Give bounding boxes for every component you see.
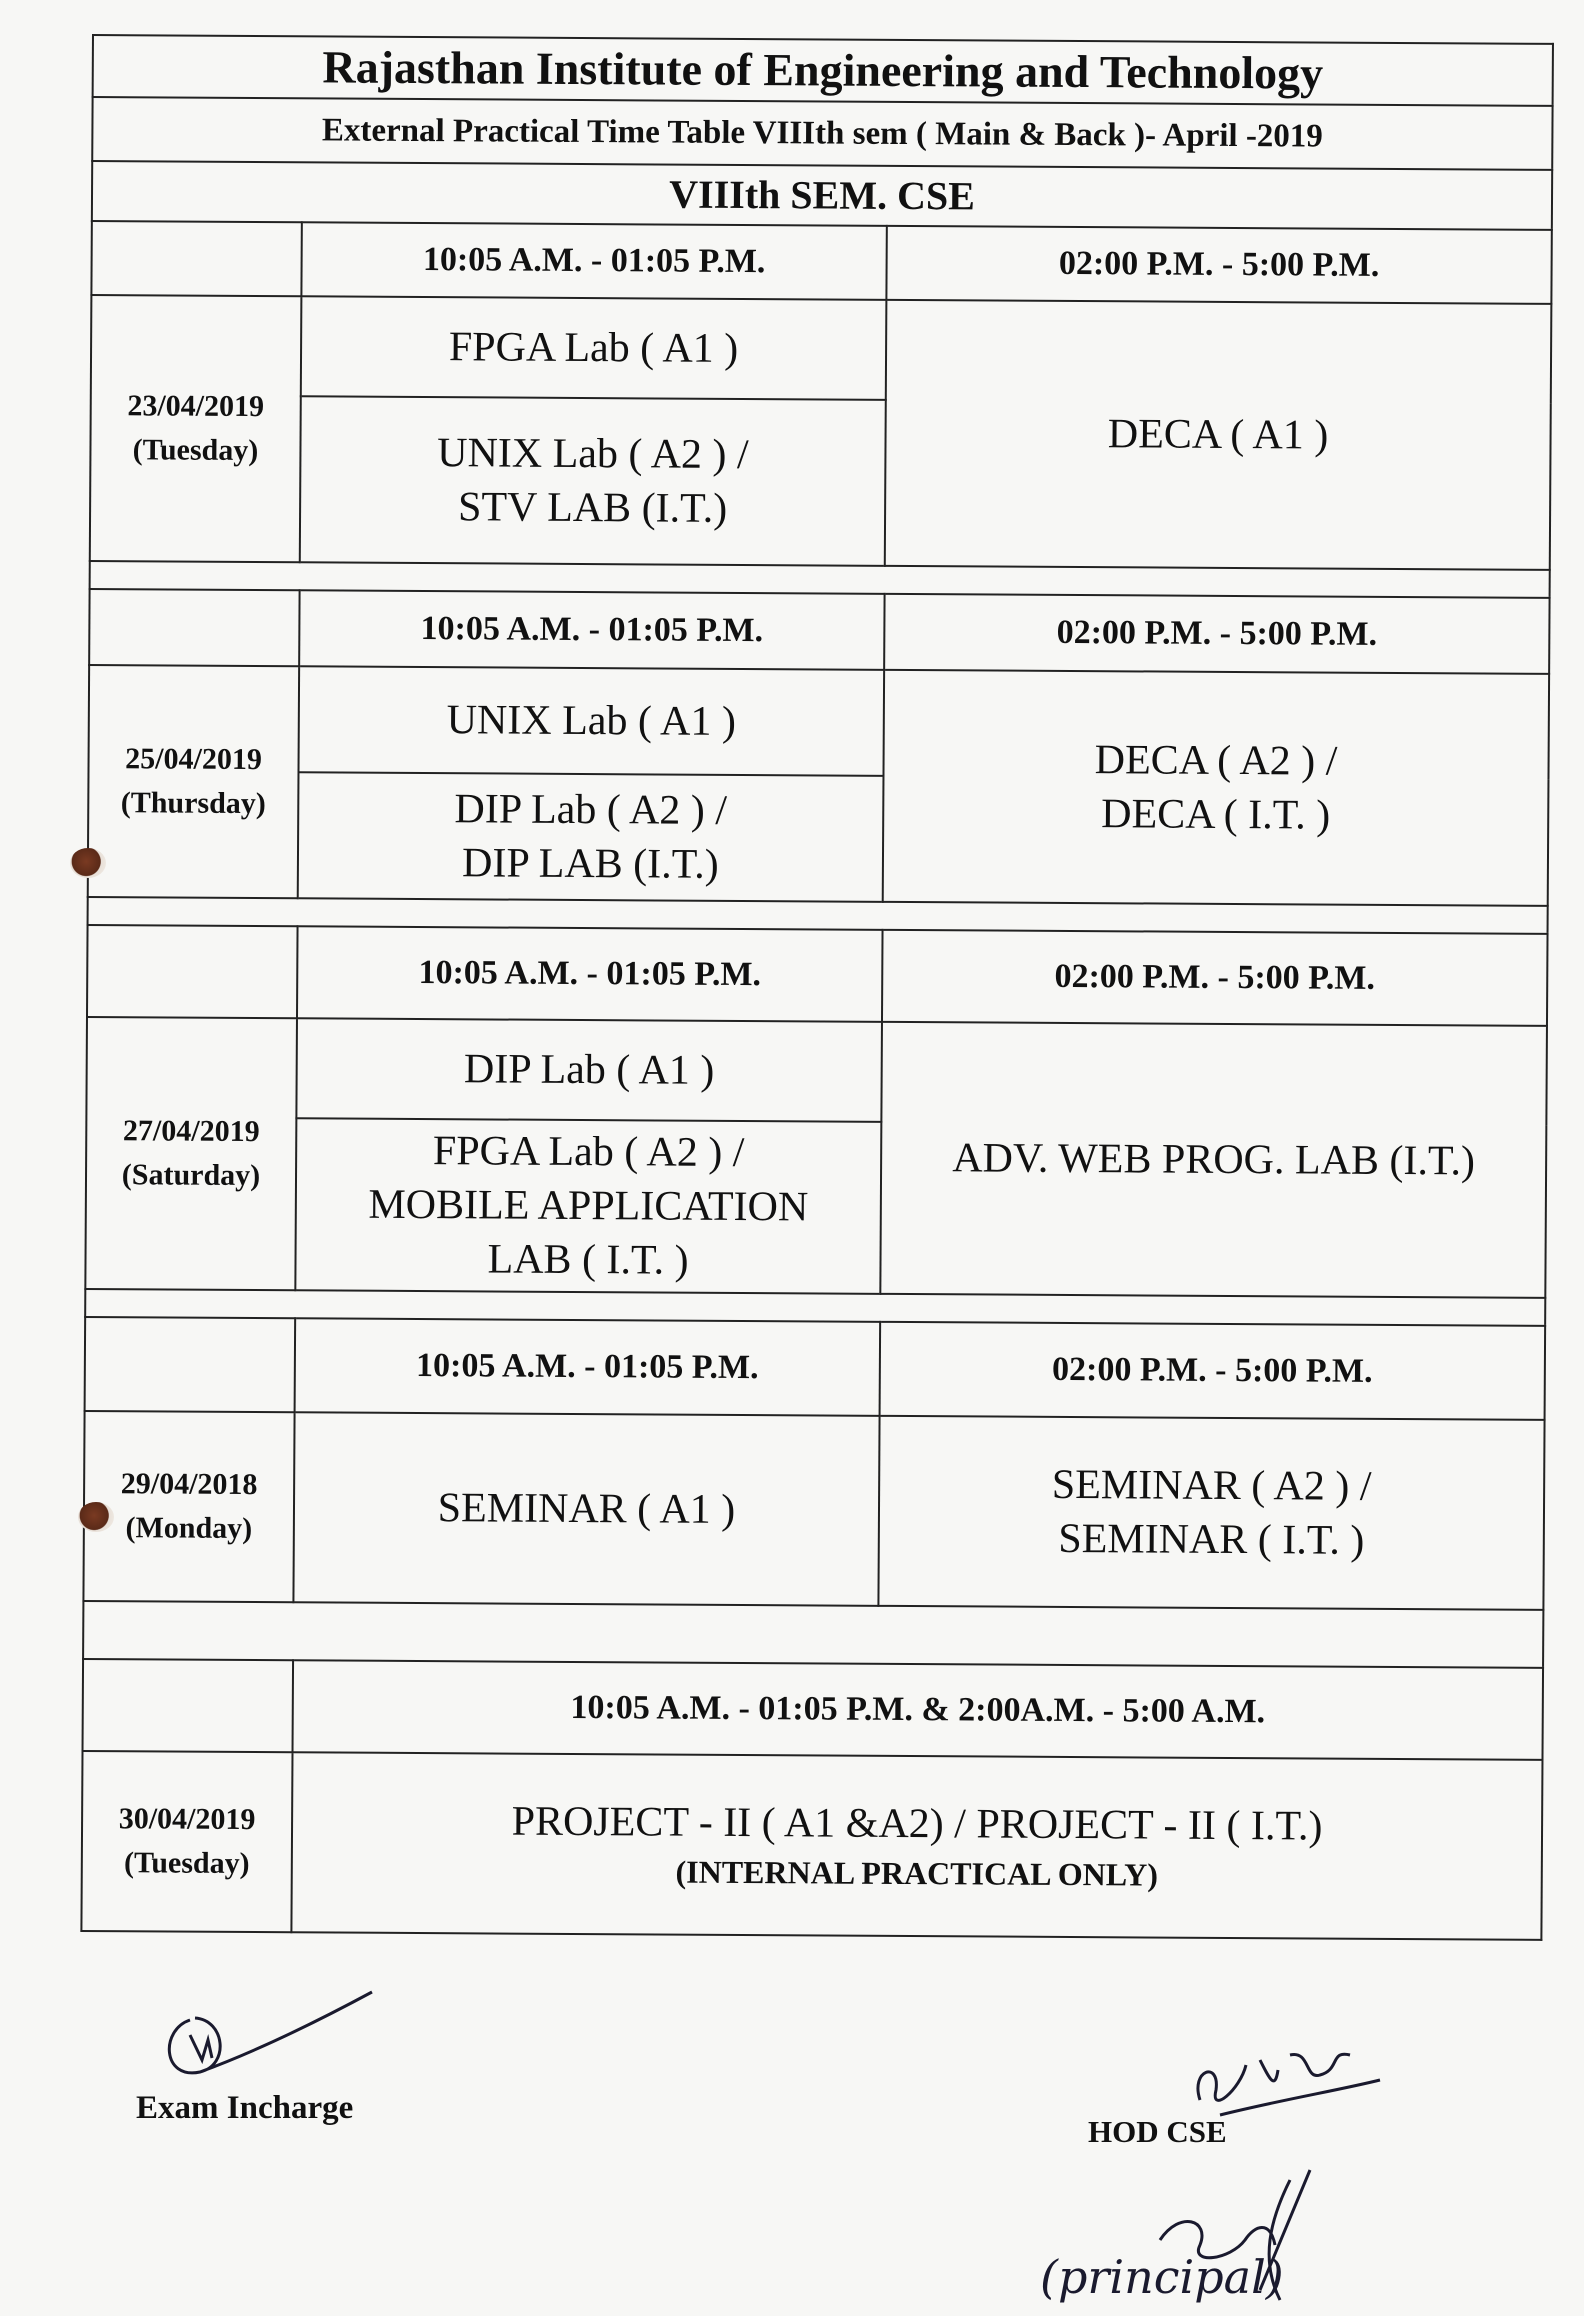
morning-lab: [293, 1412, 879, 1606]
lab-line: DECA ( A2 ) /: [1094, 737, 1338, 785]
morning-lab: [300, 396, 886, 566]
lab-line: SEMINAR ( A2 ) /: [1051, 1461, 1372, 1510]
lab-line: STV LAB (I.T.): [457, 484, 728, 532]
afternoon-slot-header: 02:00 P.M. - 5:00 P.M.: [880, 1322, 1546, 1420]
weekday: (Tuesday): [132, 433, 259, 468]
day-block-5: [80, 1658, 1544, 1941]
morning-slot-header: 10:05 A.M. - 01:05 P.M.: [301, 222, 886, 300]
afternoon-lab: [883, 670, 1549, 906]
lab-line: SEMINAR ( A1 ): [437, 1485, 736, 1533]
project-cell: [291, 1752, 1542, 1940]
date: 27/04/2019: [122, 1114, 260, 1149]
lab-line: MOBILE APPLICATION: [368, 1181, 809, 1231]
semester-heading: VIIIth SEM. CSE: [91, 160, 1553, 229]
morning-slot-header: 10:05 A.M. - 01:05 P.M.: [297, 926, 883, 1022]
punch-hole-mark: [78, 1502, 114, 1532]
day-block-2: [87, 588, 1551, 907]
lab-line: DECA ( I.T. ): [1101, 791, 1331, 839]
institute-title: Rajasthan Institute of Engineering and Technology: [92, 34, 1554, 105]
lab-line: FPGA Lab ( A1 ): [448, 324, 739, 372]
date: 30/04/2019: [118, 1802, 256, 1837]
blank-cell: [83, 1659, 294, 1752]
morning-lab: [298, 772, 884, 902]
exam-incharge-signature-icon: [150, 1980, 380, 2090]
afternoon-slot-header: 02:00 P.M. - 5:00 P.M.: [886, 226, 1551, 304]
afternoon-slot-header: 02:00 P.M. - 5:00 P.M.: [884, 594, 1549, 674]
blank-cell: [91, 221, 301, 296]
weekday: (Monday): [125, 1511, 253, 1546]
lab-line: UNIX Lab ( A2 ) /: [437, 430, 749, 479]
lab-line: LAB ( I.T. ): [487, 1236, 689, 1284]
lab-line: DIP Lab ( A1 ): [463, 1046, 715, 1094]
lab-line: UNIX Lab ( A1 ): [446, 697, 737, 745]
lab-line: FPGA Lab ( A2 ) /: [432, 1128, 745, 1177]
afternoon-lab: [885, 300, 1552, 570]
exam-incharge-label: Exam Incharge: [136, 2090, 354, 2126]
lab-line: DIP Lab ( A2 ) /: [454, 786, 728, 834]
weekday: (Saturday): [121, 1158, 261, 1193]
project-subject: PROJECT - II ( A1 &A2) / PROJECT - II ( I.T.): [511, 1798, 1323, 1850]
timetable-subtitle: External Practical Time Table VIIIth sem ( Main & Back )- April -2019: [91, 96, 1553, 169]
date: 29/04/2018: [120, 1467, 258, 1502]
row-separator: [82, 1602, 1544, 1667]
morning-slot-header: 10:05 A.M. - 01:05 P.M.: [295, 1318, 881, 1416]
blank-cell: [85, 1317, 296, 1412]
weekday: (Thursday): [120, 786, 266, 821]
morning-lab: [298, 666, 884, 776]
full-day-slot-header: 10:05 A.M. - 01:05 P.M. & 2:00A.M. - 5:00 A.M.: [293, 1660, 1544, 1760]
blank-cell: [89, 589, 299, 666]
hod-label: HOD CSE: [1088, 2114, 1227, 2149]
lab-line: DECA ( A1 ): [1107, 411, 1329, 459]
morning-lab: [295, 1118, 881, 1294]
date-cell: [88, 665, 299, 898]
timetable-sheet: [80, 34, 1554, 1941]
morning-lab: [301, 296, 887, 400]
afternoon-lab: [878, 1416, 1544, 1610]
date-cell: [90, 295, 302, 562]
date: 23/04/2019: [127, 389, 265, 424]
afternoon-lab: [880, 1022, 1547, 1298]
day-block-4: [82, 1316, 1546, 1611]
internal-practical-note: (INTERNAL PRACTICAL ONLY): [675, 1853, 1159, 1893]
lab-line: DIP LAB (I.T.): [461, 840, 719, 888]
date-cell: [83, 1411, 294, 1602]
blank-cell: [87, 925, 298, 1018]
afternoon-slot-header: 02:00 P.M. - 5:00 P.M.: [882, 930, 1548, 1026]
morning-lab: [296, 1018, 882, 1122]
date-cell: [81, 1751, 292, 1932]
lab-line: SEMINAR ( I.T. ): [1058, 1515, 1365, 1564]
punch-hole-mark: [70, 848, 106, 878]
day-block-3: [84, 924, 1548, 1299]
weekday: (Tuesday): [123, 1846, 250, 1880]
day-block-1: [89, 220, 1553, 571]
morning-slot-header: 10:05 A.M. - 01:05 P.M.: [299, 590, 884, 670]
date-cell: [85, 1017, 297, 1290]
lab-line: ADV. WEB PROG. LAB (I.T.): [952, 1135, 1476, 1185]
principal-label: (principal): [1040, 2250, 1284, 2304]
date: 25/04/2019: [125, 742, 262, 777]
